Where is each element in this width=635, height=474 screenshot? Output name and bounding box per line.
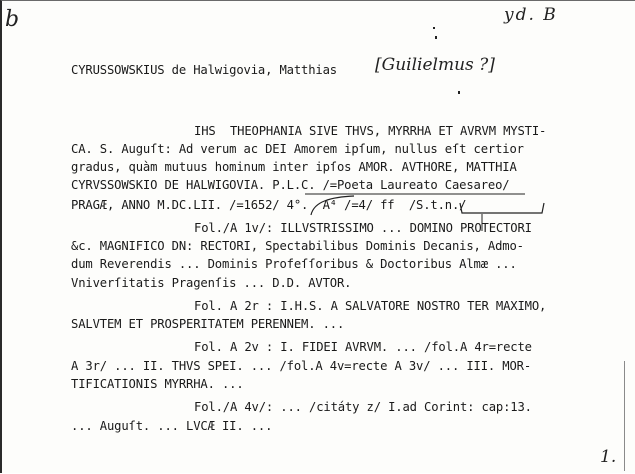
corner-mark-bottom-right: 1. — [600, 447, 617, 467]
text-line: TIFICATIONIS MYRRHA. ... — [71, 377, 244, 391]
text-line: ... Auguſt. ... LVCÆ II. ... — [71, 419, 273, 433]
text-line: gradus, quàm mutuus hominum inter ipſos AMOR. AVTHORE, MATTHIA — [71, 160, 517, 174]
text-line: IHS THEOPHANIA SIVE THVS, MYRRHA ET AVRVM MYSTI- — [194, 124, 547, 138]
text-line: PRAGÆ, ANNO M.DC.LII. /=1652/ 4°. A⁴ /=4/ ff /S.t.n./ — [71, 198, 467, 212]
text-line: Fol. A 2v : I. FIDEI AVRVM. ... /fol.A 4r=recte — [194, 340, 532, 354]
text-line: CYRVSSOWSKIO DE HALWIGOVIA. P.L.C. /=Poeta Laureato Caesareo/ — [71, 178, 510, 192]
corner-mark-top-right: yd. B — [504, 5, 558, 25]
text-line: A 3r/ ... II. THVS SPEI. ... /fol.A 4v=recte A 3v/ ... III. MOR- — [71, 359, 531, 373]
text-line: Fol. A 2r : I.H.S. A SALVATORE NOSTRO TER MAXIMO, — [194, 299, 547, 313]
text-line: SALVTEM ET PROSPERITATEM PERENNEM. ... — [71, 317, 345, 331]
text-line: Fol./A 1v/: ILLVSTRISSIMO ... DOMINO PROTECTORI — [194, 221, 532, 235]
text-line: dum Reverendis ... Dominis Profeſſoribus & Doctoribus Almæ ... — [71, 257, 517, 271]
bracket-mark — [460, 203, 544, 213]
heading-handwritten-name: [Guilielmus ?] — [375, 55, 495, 75]
text-line: CA. S. Auguſt: Ad verum ac DEI Amorem ipſum, nullus eſt certior — [71, 142, 524, 156]
corner-mark-top-left: b — [5, 7, 20, 32]
heading-name: CYRUSSOWSKIUS de Halwigovia, Matthias — [71, 63, 337, 77]
text-line: &c. MAGNIFICO DN: RECTORI, Spectabilibus Dominis Decanis, Admo- — [71, 239, 524, 253]
text-line: Fol./A 4v/: ... /citáty z/ I.ad Corint: cap:13. — [194, 400, 532, 414]
curved-bracket-mark — [311, 196, 354, 215]
handwritten-annotations — [2, 1, 635, 474]
text-line: Vniverſitatis Pragenſis ... D.D. AVTOR. — [71, 276, 352, 290]
